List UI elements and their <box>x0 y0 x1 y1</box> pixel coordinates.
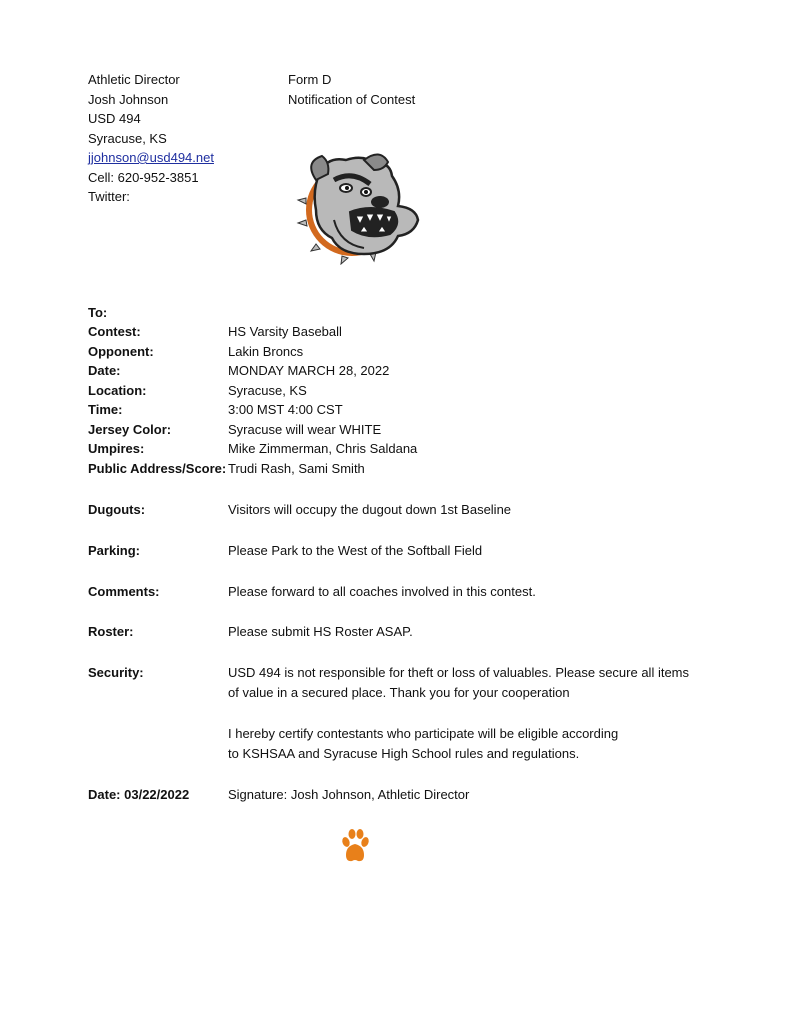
header-contact-block <box>88 72 214 209</box>
date-value: MONDAY MARCH 28, 2022 <box>228 363 390 378</box>
header-twitter: Twitter: <box>88 189 130 204</box>
paw-print-icon <box>340 828 370 864</box>
umpires-label: Umpires: <box>88 441 145 456</box>
contest-label: Contest: <box>88 324 141 339</box>
roster-label: Roster: <box>88 624 134 639</box>
roster-value: Please submit HS Roster ASAP. <box>228 624 413 639</box>
header-title: Athletic Director <box>88 72 180 87</box>
to-label: To: <box>88 305 108 320</box>
opponent-label: Opponent: <box>88 344 154 359</box>
location-value: Syracuse, KS <box>228 383 307 398</box>
signature-line: Signature: Josh Johnson, Athletic Director <box>228 787 470 802</box>
form-title-block <box>288 72 415 111</box>
parking-label: Parking: <box>88 543 141 558</box>
form-subtitle: Notification of Contest <box>288 91 416 107</box>
email-link[interactable]: jjohnson@usd494.net <box>88 150 214 165</box>
security-line-2: of value in a secured place. Thank you for your cooperation <box>228 685 570 700</box>
comments-label: Comments: <box>88 584 160 599</box>
dugouts-value: Visitors will occupy the dugout down 1st Baseline <box>228 502 512 517</box>
location-label: Location: <box>88 383 147 398</box>
contest-value: HS Varsity Baseball <box>228 324 342 339</box>
security-label: Security: <box>88 665 144 680</box>
certify-line-2: to KSHSAA and Syracuse High School rules and regulations. <box>228 746 580 761</box>
comments-value: Please forward to all coaches involved in this contest. <box>228 584 536 599</box>
header-name: Josh Johnson <box>88 91 169 107</box>
opponent-value: Lakin Broncs <box>228 344 304 359</box>
bulldog-mascot-icon <box>294 150 424 265</box>
signed-date: Date: 03/22/2022 <box>88 787 190 802</box>
form-number: Form D <box>288 72 332 87</box>
header-district: USD 494 <box>88 111 141 126</box>
time-value: 3:00 MST 4:00 CST <box>228 402 343 417</box>
umpires-value: Mike Zimmerman, Chris Saldana <box>228 441 418 456</box>
security-line-1: USD 494 is not responsible for theft or loss of valuables. Please secure all items <box>228 665 690 680</box>
public-address-label: Public Address/Score: <box>88 461 227 476</box>
header-cell: Cell: 620-952-3851 <box>88 169 199 185</box>
jersey-color-label: Jersey Color: <box>88 422 172 437</box>
time-label: Time: <box>88 402 123 417</box>
public-address-value: Trudi Rash, Sami Smith <box>228 461 365 476</box>
date-label: Date: <box>88 363 121 378</box>
certify-line-1: I hereby certify contestants who participate will be eligible according <box>228 726 619 741</box>
parking-value: Please Park to the West of the Softball Field <box>228 543 483 558</box>
header-city: Syracuse, KS <box>88 130 167 146</box>
jersey-color-value: Syracuse will wear WHITE <box>228 422 382 437</box>
dugouts-label: Dugouts: <box>88 502 146 517</box>
